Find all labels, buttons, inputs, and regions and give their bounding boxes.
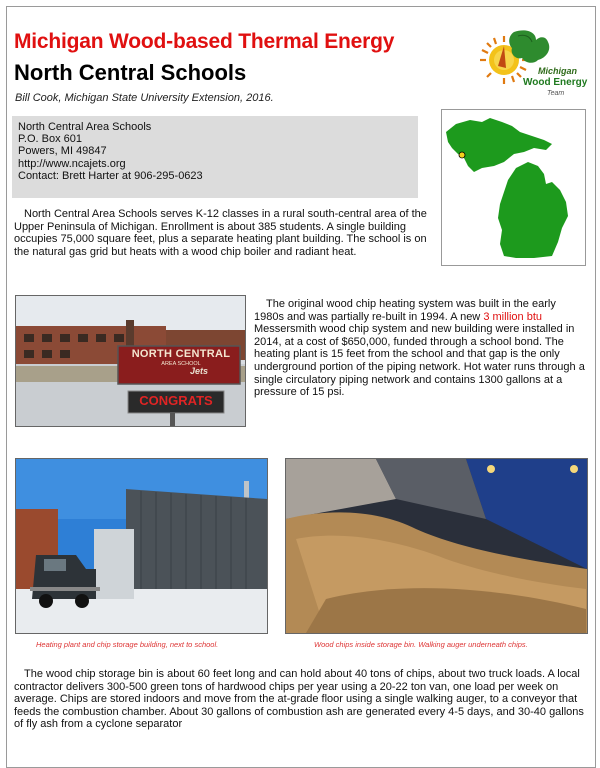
contact-box bbox=[12, 116, 418, 198]
logo-text-wood-energy: Wood Energy bbox=[523, 77, 588, 88]
school-sign-subtext: AREA SCHOOL bbox=[161, 361, 201, 367]
contact-line: P.O. Box 601 bbox=[18, 133, 83, 146]
logo-text-michigan: Michigan bbox=[538, 66, 578, 76]
caption-heating-plant: Heating plant and chip storage building, next to school. bbox=[36, 640, 219, 649]
contact-website-link[interactable]: http://www.ncajets.org bbox=[18, 157, 126, 170]
system-paragraph bbox=[254, 298, 587, 399]
byline: Bill Cook, Michigan State University Extension, 2016. bbox=[15, 92, 274, 104]
marquee-text: CONGRATS bbox=[139, 393, 213, 408]
system-paragraph-part1: The original wood chip heating system was built in the early 1980s and was partially re-built in 1994. A new bbox=[254, 298, 556, 323]
page-title: Michigan Wood-based Thermal Energy bbox=[14, 30, 395, 53]
caption-wood-chips: Wood chips inside storage bin. Walking auger underneath chips. bbox=[314, 640, 528, 649]
michigan-map bbox=[441, 109, 586, 266]
heating-plant-photo bbox=[15, 458, 268, 634]
contact-line: North Central Area Schools bbox=[18, 121, 152, 133]
logo-text-team: Team bbox=[547, 90, 565, 97]
page-subtitle: North Central Schools bbox=[14, 60, 247, 85]
wood-energy-team-logo bbox=[474, 26, 586, 100]
contact-line: Powers, MI 49847 bbox=[18, 145, 107, 158]
school-sign-text: NORTH CENTRAL bbox=[131, 348, 231, 360]
wood-chips-photo bbox=[285, 458, 588, 634]
location-marker bbox=[459, 152, 465, 158]
school-sign-script: Jets bbox=[190, 366, 209, 376]
intro-paragraph: North Central Area Schools serves K-12 classes in a rural south-central area of the Upper Peninsula of Michigan. Enrollment is about 385 students. A single building occupies 75,000 square feet, plus a separate heating plant building. The school is on the natural gas grid but heats with a wood chip boiler and radiant heat. bbox=[14, 208, 427, 258]
capacity-highlight: 3 million btu bbox=[483, 310, 543, 323]
contact-line: Contact: Brett Harter at 906-295-0623 bbox=[18, 169, 203, 182]
storage-paragraph: The wood chip storage bin is about 60 feet long and can hold about 40 tons of chips, about two truck loads. A local contractor delivers 300-500 green tons of hardwood chips per year using a 20-22 ton van, one load per week on average. Chips are stored indoors and move from the at-grade floor using a single walking auger, to a conveyor that feeds the combustion chamber. About 30 gallons of combustion ash are generated every 4-5 days, and 30-40 gallons of fly ash from a cyclone separator bbox=[14, 668, 584, 731]
system-paragraph-part2: Messersmith wood chip system and new building were installed in 2014, at a cost of $650,000, funded through a school bond. The heating plant is 15 feet from the school and that gap is the only underground portion of the piping network. Hot water runs through a single circulatory piping network and contains 1300 gallons at a pressure of 15 psi. bbox=[254, 323, 585, 399]
